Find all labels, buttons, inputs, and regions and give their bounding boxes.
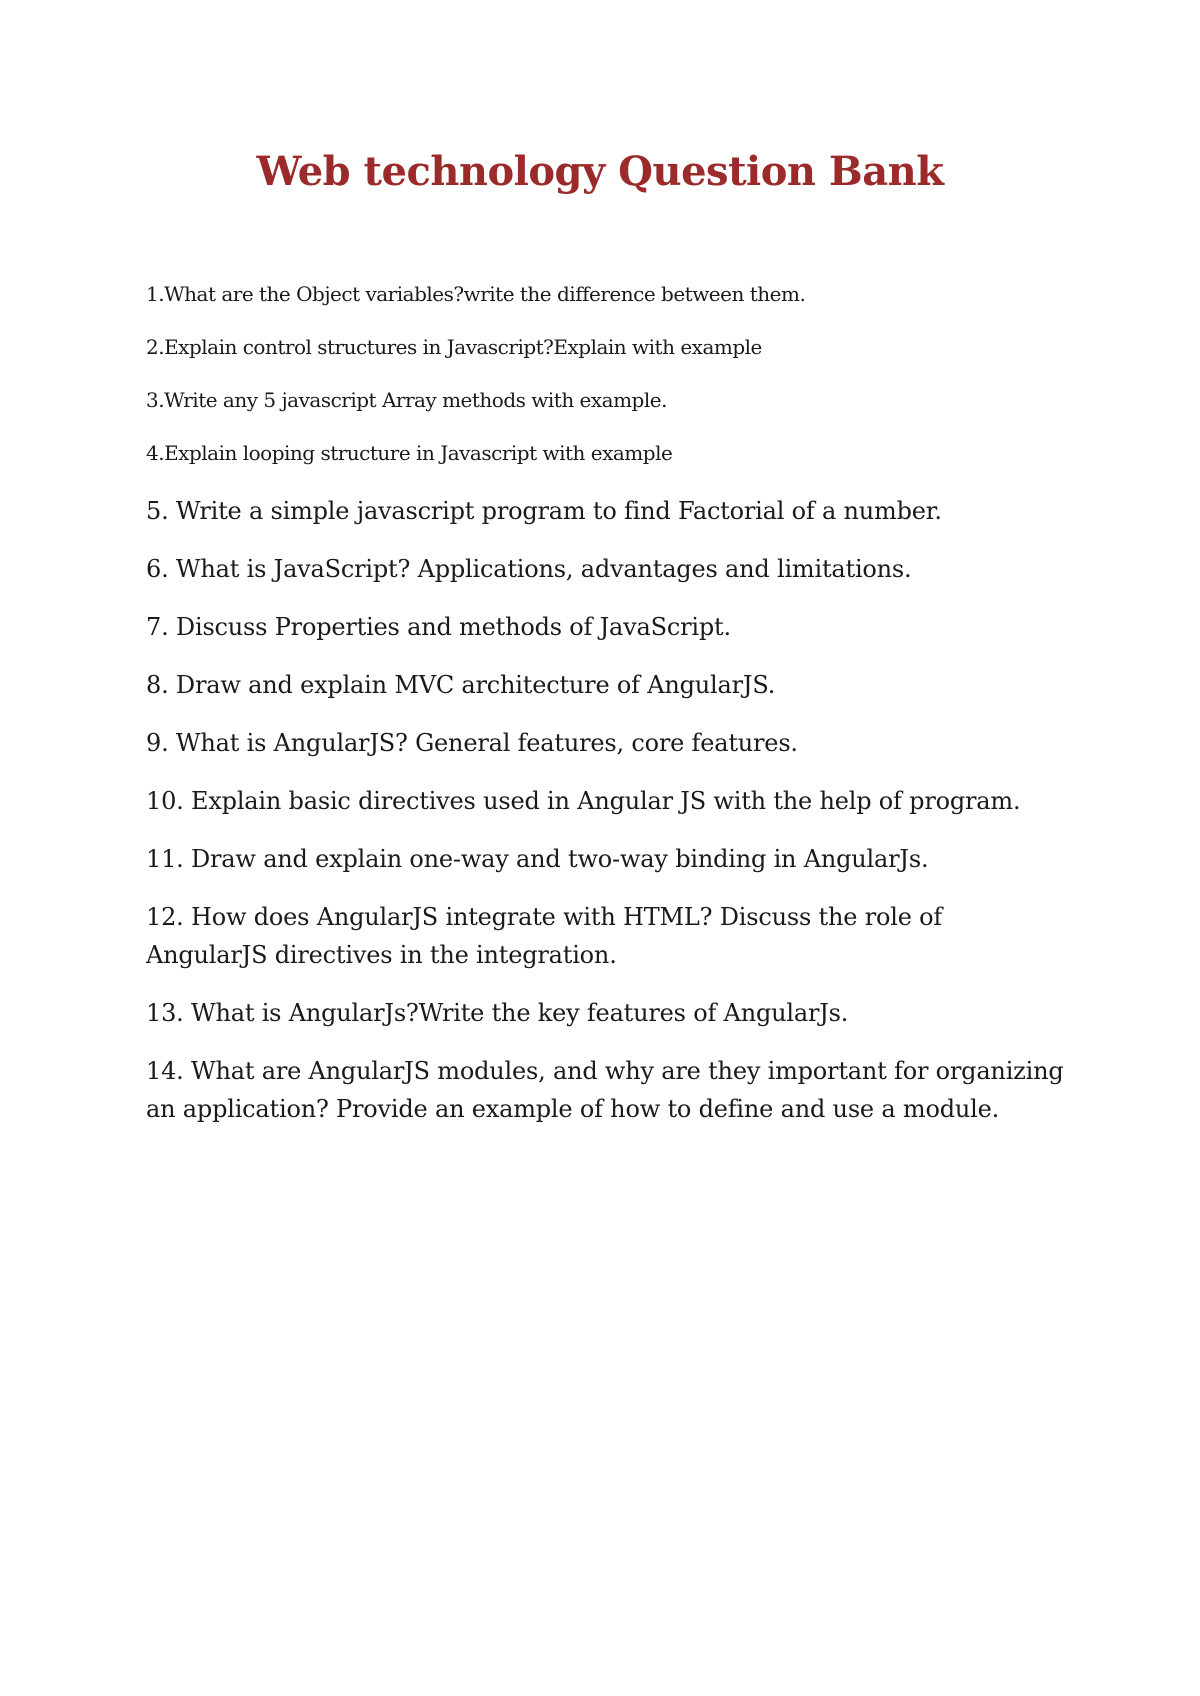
question-item: 6. What is JavaScript? Applications, advantages and limitations. — [146, 555, 912, 583]
question-item: 1.What are the Object variables?write the difference between them. — [146, 282, 806, 306]
question-item: 8. Draw and explain MVC architecture of AngularJS. — [146, 671, 776, 699]
document-title: Web technology Question Bank — [256, 148, 944, 195]
question-item: 7. Discuss Properties and methods of JavaScript. — [146, 613, 731, 641]
question-item: 12. How does AngularJS integrate with HTML? Discuss the role of AngularJS directives in the integration. — [146, 903, 943, 969]
question-item: 2.Explain control structures in Javascript?Explain with example — [146, 335, 762, 359]
question-item: 11. Draw and explain one-way and two-way binding in AngularJs. — [146, 845, 929, 873]
question-item: 5. Write a simple javascript program to find Factorial of a number. — [146, 497, 942, 525]
question-item: 3.Write any 5 javascript Array methods with example. — [146, 388, 667, 412]
question-item: 4.Explain looping structure in Javascript with example — [146, 441, 673, 465]
question-item: 13. What is AngularJs?Write the key features of AngularJs. — [146, 999, 849, 1027]
question-item: 10. Explain basic directives used in Angular JS with the help of program. — [146, 787, 1021, 815]
question-item: 14. What are AngularJS modules, and why are they important for organizing an application? Provide an example of how to define and use a module. — [146, 1057, 1064, 1123]
question-list — [146, 280, 1066, 1148]
question-item: 9. What is AngularJS? General features, core features. — [146, 729, 798, 757]
